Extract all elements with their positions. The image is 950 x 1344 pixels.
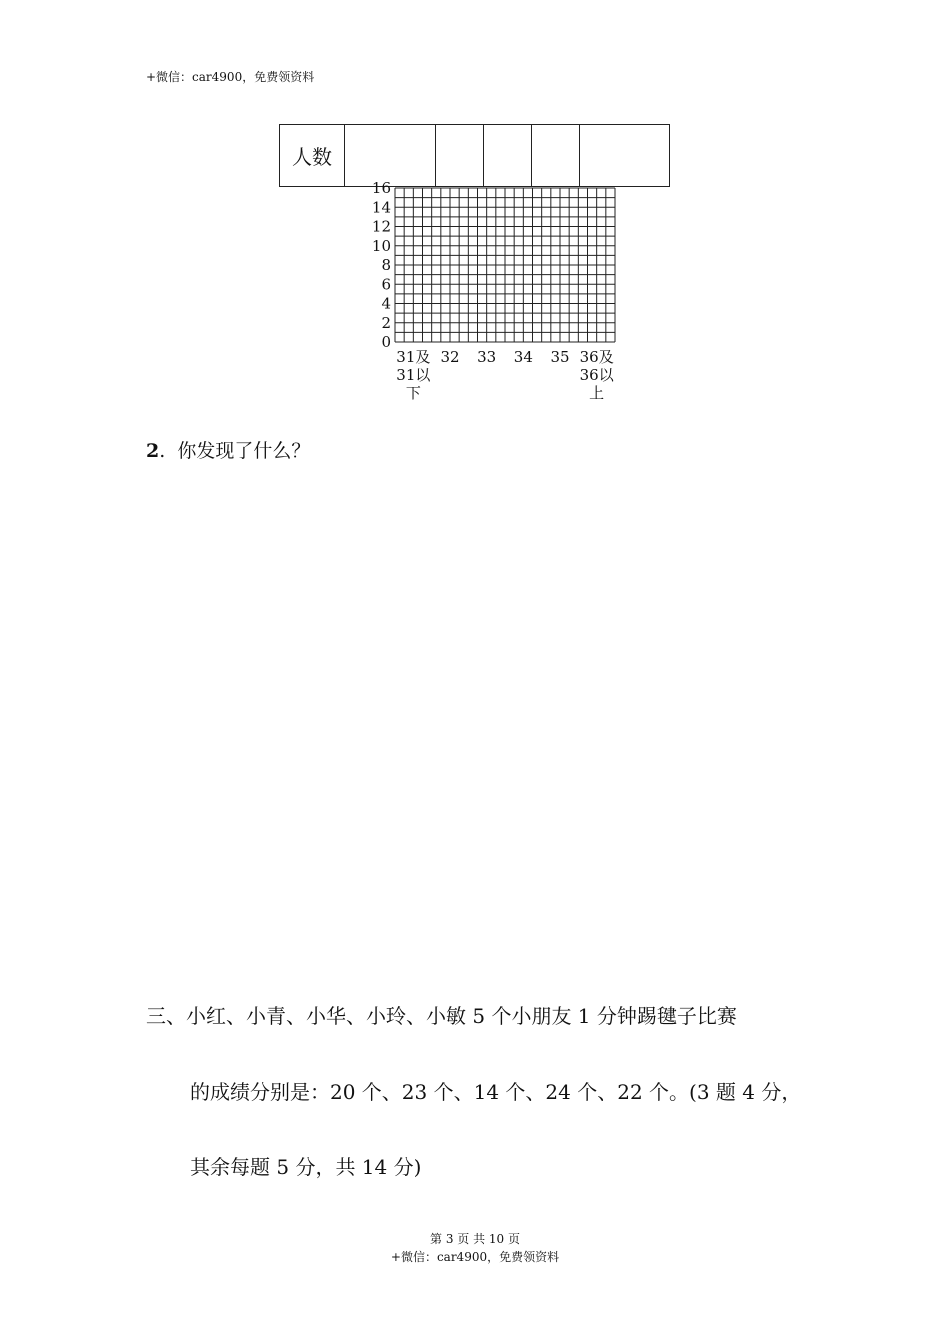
section-3-line-2: 的成绩分别是：20 个、23 个、14 个、24 个、22 个。(3 题 4 分， (190, 1080, 802, 1104)
table-cell[interactable] (345, 125, 436, 187)
y-tick-label: 0 (381, 333, 391, 351)
question-2 (146, 436, 310, 463)
x-category-label: 上 (589, 384, 605, 402)
y-tick-label: 4 (381, 294, 391, 313)
table-row (280, 125, 670, 187)
y-tick-label: 10 (371, 236, 391, 255)
x-category-label: 36及 (579, 348, 614, 366)
x-category-label: 32 (440, 348, 460, 366)
x-category-label: 33 (477, 348, 497, 366)
y-tick-label: 8 (381, 256, 391, 274)
x-category-label: 36以 (579, 366, 614, 384)
x-category-label: 下 (405, 384, 421, 402)
question-text: 你发现了什么？ (177, 440, 311, 462)
table-label: 人数 (280, 125, 345, 187)
section-3-line-1: 三、小红、小青、小华、小玲、小敏 5 个小朋友 1 分钟踢毽子比赛 (146, 1004, 737, 1028)
section-3-line-3: 其余每题 5 分，共 14 分) (190, 1155, 422, 1179)
y-tick-label: 12 (371, 217, 391, 236)
y-tick-label: 16 (371, 180, 391, 197)
x-category-label: 34 (513, 348, 533, 366)
x-category-label: 31及 (396, 348, 431, 366)
y-tick-label: 14 (371, 198, 391, 217)
table-cell[interactable] (532, 125, 580, 187)
footer-watermark: +微信：car4900，免费领资料 (390, 1250, 560, 1264)
table-cell[interactable] (484, 125, 532, 187)
question-number: 2 (146, 440, 160, 462)
bar-chart-grid (360, 180, 640, 410)
page-number: 第 3 页 共 10 页 (430, 1232, 520, 1246)
x-category-label: 35 (550, 348, 570, 366)
y-tick-label: 2 (381, 313, 391, 332)
count-table (279, 124, 670, 187)
table-cell[interactable] (436, 125, 484, 187)
header-watermark: +微信：car4900，免费领资料 (146, 70, 315, 84)
x-category-label: 31以 (396, 366, 431, 384)
y-tick-label: 6 (381, 275, 391, 294)
table-cell[interactable] (580, 125, 670, 187)
question-dot: . (159, 440, 166, 462)
